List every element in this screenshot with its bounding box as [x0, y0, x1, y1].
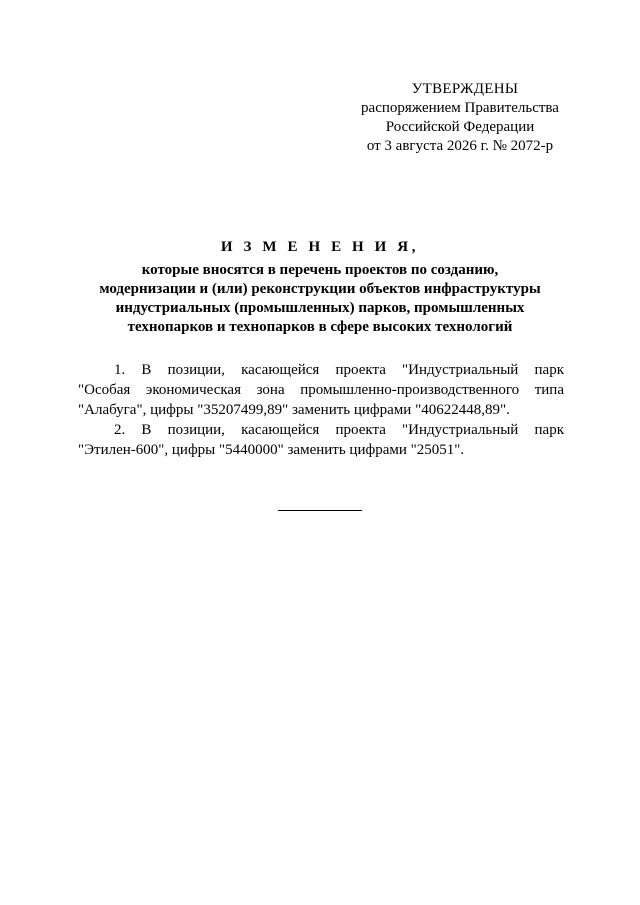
approval-title: УТВЕРЖДЕНЫ: [411, 81, 519, 97]
approval-line-2: Российской Федерации: [385, 119, 535, 135]
subtitle-line-3: индустриальных (промышленных) парков, промышленных: [115, 300, 525, 316]
item-2-line-1: 2. В позиции, касающейся проекта "Индустриальный парк: [114, 422, 564, 438]
subtitle-line-4: технопарков и технопарков в сфере высоких технологий: [127, 319, 513, 335]
approval-line-1: распоряжением Правительства: [361, 100, 559, 116]
document-heading: [60, 237, 580, 337]
item-2-line-2: "Этилен-600", цифры "5440000" заменить цифрами "25051".: [78, 442, 465, 458]
subtitle-line-2: модернизации и (или) реконструкции объектов инфраструктуры: [99, 281, 541, 297]
amendment-item-1: [78, 360, 564, 420]
document-title: И З М Е Н Е Н И Я,: [220, 239, 420, 255]
approval-line-3: от 3 августа 2026 г. № 2072-р: [366, 138, 554, 154]
document-body: [78, 360, 564, 460]
approval-block: [330, 80, 590, 156]
item-1-line-2: "Особая экономическая зона промышленно-производственного типа: [78, 382, 564, 398]
end-separator-line: [278, 510, 362, 511]
subtitle-line-1: которые вносятся в перечень проектов по созданию,: [141, 262, 499, 278]
amendment-item-2: [78, 420, 564, 460]
item-1-line-3: "Алабуга", цифры "35207499,89" заменить цифрами "40622448,89".: [78, 402, 510, 418]
item-1-line-1: 1. В позиции, касающейся проекта "Индустриальный парк: [114, 362, 564, 378]
document-subtitle: [60, 261, 580, 337]
